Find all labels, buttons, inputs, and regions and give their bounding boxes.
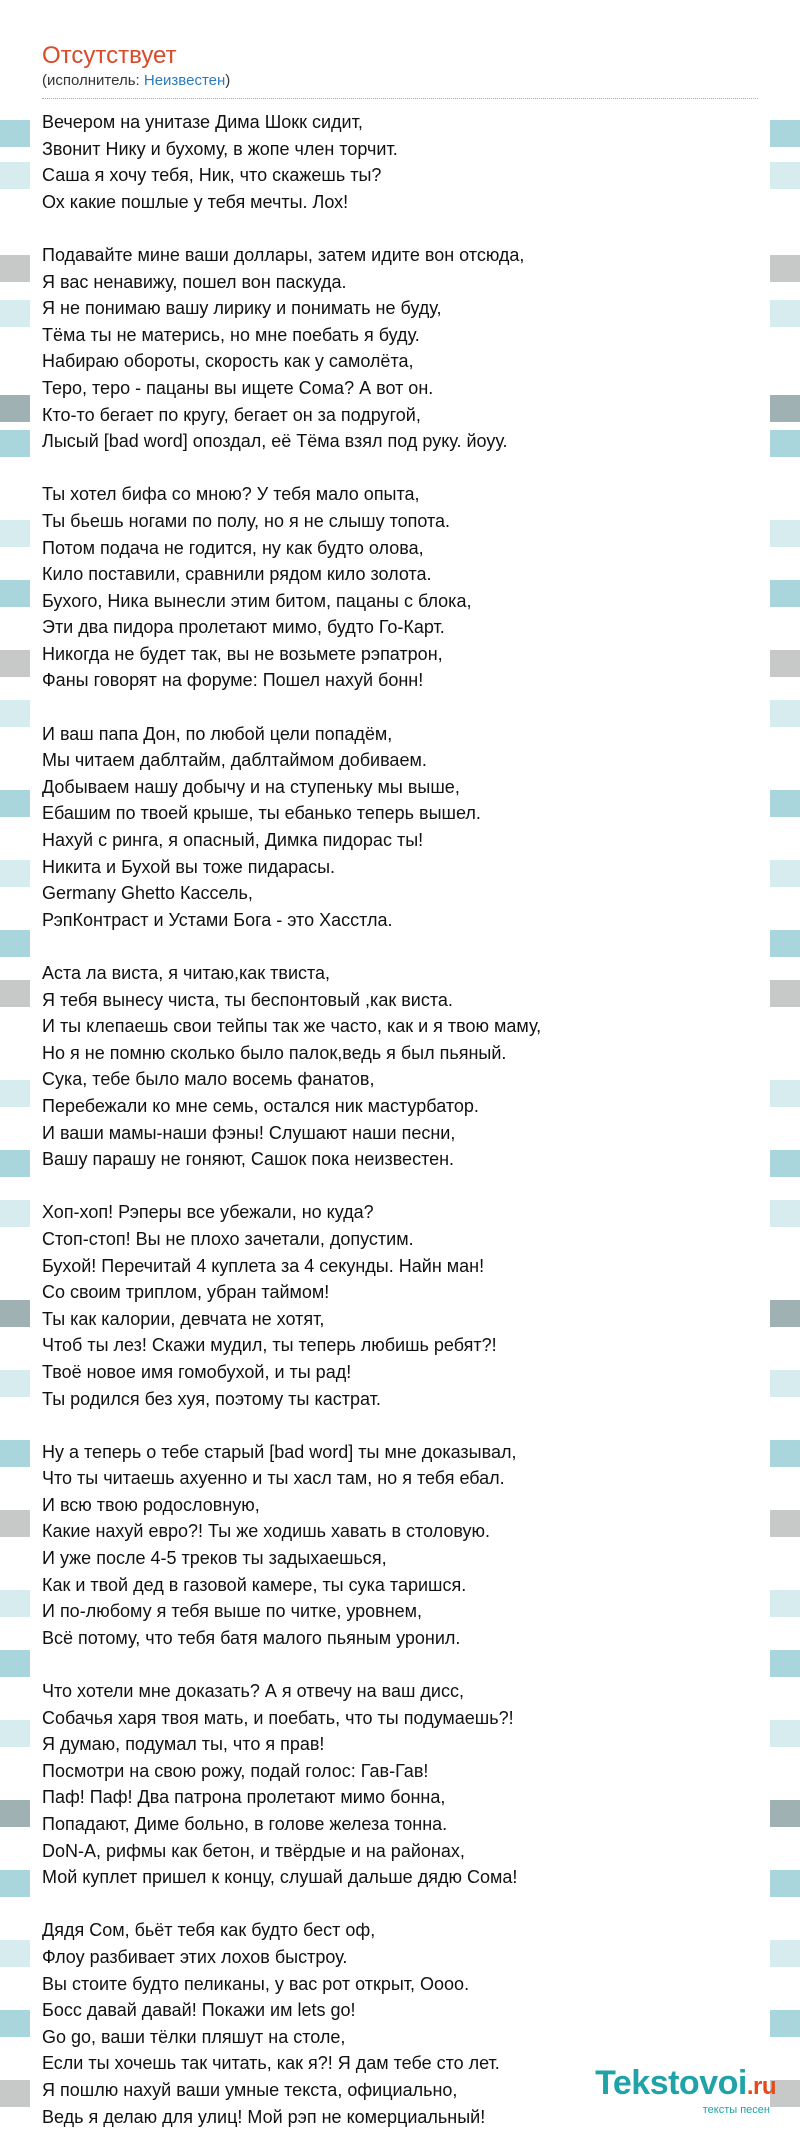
lyrics-line: Ебашим по твоей крыше, ты ебанько теперь вышел. bbox=[42, 803, 481, 824]
lyrics-line: Хоп-хоп! Рэперы все убежали, но куда? bbox=[42, 1202, 374, 1223]
lyrics-line: Посмотри на свою рожу, подай голос: Гав-Гав! bbox=[42, 1760, 429, 1781]
lyrics-line: Паф! Паф! Два патрона пролетают мимо бонна, bbox=[42, 1787, 446, 1808]
lyrics-line: Чтоб ты лез! Скажи мудил, ты теперь любишь ребят?! bbox=[42, 1335, 497, 1356]
lyrics-line: Ведь я делаю для улиц! Мой рэп не комерциальный! bbox=[42, 2106, 486, 2127]
lyrics-line: Набираю обороты, скорость как у самолёта, bbox=[42, 351, 414, 372]
lyrics-line: Звонит Нику и бухому, в жопе член торчит. bbox=[42, 138, 398, 159]
lyrics-line: Флоу разбивает этих лохов быстроу. bbox=[42, 1946, 348, 1967]
lyrics-line: Никита и Бухой вы тоже пидарасы. bbox=[42, 856, 336, 877]
lyrics-line: Что хотели мне доказать? А я отвечу на ваш дисс, bbox=[42, 1681, 464, 1702]
lyrics-line: Я тебя вынесу чиста, ты беспонтовый ,как виста. bbox=[42, 989, 453, 1010]
lyrics-line: Ну а теперь о тебе старый [bad word] ты мне доказывал, bbox=[42, 1441, 517, 1462]
lyrics-line: И ваш папа Дон, по любой цели попадём, bbox=[42, 723, 393, 744]
lyrics-line: Ты как калории, девчата не хотят, bbox=[42, 1308, 325, 1329]
lyrics-line: Какие нахуй евро?! Ты же ходишь хавать в столовую. bbox=[42, 1521, 491, 1542]
lyrics-line: Что ты читаешь ахуенно и ты хасл там, но я тебя ебал. bbox=[42, 1468, 505, 1489]
lyrics-line: Фаны говорят на форуме: Пошел нахуй бонн! bbox=[42, 670, 424, 691]
lyrics-line: Стоп-стоп! Вы не плохо зачетали, допустим. bbox=[42, 1228, 414, 1249]
lyrics-line: Кто-то бегает по кругу, бегает он за подругой, bbox=[42, 404, 421, 425]
lyrics-line: Твоё новое имя гомобухой, и ты рад! bbox=[42, 1361, 352, 1382]
lyrics-line: Если ты хочешь так читать, как я?! Я дам тебе сто лет. bbox=[42, 2053, 500, 2074]
lyrics-line: И ты клепаешь свои тейпы так же часто, как и я твою маму, bbox=[42, 1016, 542, 1037]
lyrics-line: Бухой! Перечитай 4 куплета за 4 секунды. Найн ман! bbox=[42, 1255, 485, 1276]
lyrics-line: Лысый [bad word] опоздал, её Тёма взял под руку. йоуу. bbox=[42, 431, 508, 452]
lyrics-line: Germany Ghetto Кассель, bbox=[42, 883, 253, 904]
artist-line bbox=[42, 72, 758, 90]
lyrics-stanza bbox=[42, 242, 758, 455]
lyrics-card bbox=[30, 32, 770, 2132]
lyrics-line: Мы читаем даблтайм, даблтаймом добиваем. bbox=[42, 750, 427, 771]
lyrics-text bbox=[42, 109, 758, 2130]
lyrics-line: Аста ла виста, я читаю,как твиста, bbox=[42, 963, 331, 983]
logo-wordmark bbox=[595, 2066, 776, 2104]
lyrics-line: Но я не помню сколько было палок,ведь я был пьяный. bbox=[42, 1042, 507, 1063]
lyrics-line: Босс давай давай! Покажи им lets go! bbox=[42, 2000, 356, 2021]
logo-tagline: тексты песен bbox=[702, 2104, 770, 2116]
logo-tld: .ru bbox=[746, 2073, 776, 2100]
lyrics-stanza bbox=[42, 109, 758, 215]
lyrics-line: И ваши мамы-наши фэны! Слушают наши песни, bbox=[42, 1122, 456, 1143]
lyrics-line: Потом подача не годится, ну как будто олова, bbox=[42, 537, 424, 558]
lyrics-line: Вашу парашу не гоняют, Сашок пока неизвестен. bbox=[42, 1149, 455, 1170]
lyrics-line: Сука, тебе было мало восемь фанатов, bbox=[42, 1069, 375, 1090]
lyrics-line: РэпКонтраст и Устами Бога - это Хасстла. bbox=[42, 909, 393, 930]
lyrics-line: И уже после 4-5 треков ты задыхаешься, bbox=[42, 1548, 387, 1569]
lyrics-line: Дядя Сом, бьёт тебя как будто бест оф, bbox=[42, 1920, 376, 1941]
lyrics-line: Ты родился без хуя, поэтому ты кастрат. bbox=[42, 1388, 381, 1409]
lyrics-line: И всю твою родословную, bbox=[42, 1494, 260, 1515]
lyrics-line: Go go, ваши тёлки пляшут на столе, bbox=[42, 2026, 346, 2047]
lyrics-line: Эти два пидора пролетают мимо, будто Го-Карт. bbox=[42, 617, 445, 638]
lyrics-stanza bbox=[42, 1199, 758, 1412]
title-divider bbox=[42, 98, 758, 99]
lyrics-line: Я вас ненавижу, пошел вон паскуда. bbox=[42, 271, 347, 292]
lyrics-line: Вы стоите будто пеликаны, у вас рот открыт, Оооо. bbox=[42, 1973, 470, 1994]
lyrics-line: Собачья харя твоя мать, и поебать, что ты подумаешь?! bbox=[42, 1707, 514, 1728]
logo-name: Tekstovoi bbox=[595, 2064, 747, 2102]
lyrics-line: Вечером на унитазе Дима Шокк сидит, bbox=[42, 112, 363, 132]
lyrics-line: Попадают, Диме больно, в голове железа тонна. bbox=[42, 1814, 448, 1834]
lyrics-line: Добываем нашу добычу и на ступеньку мы выше, bbox=[42, 776, 460, 797]
lyrics-line: Подавайте мине ваши доллары, затем идите вон отсюда, bbox=[42, 244, 525, 265]
lyrics-line: Со своим триплом, убран таймом! bbox=[42, 1282, 330, 1303]
lyrics-line: Кило поставили, сравнили рядом кило золота. bbox=[42, 564, 432, 585]
artist-link[interactable]: Неизвестен bbox=[143, 72, 226, 89]
lyrics-stanza bbox=[42, 1678, 758, 1891]
lyrics-line: Всё потому, что тебя батя малого пьяным уронил. bbox=[42, 1627, 461, 1648]
lyrics-line: Бухого, Ника вынесли этим битом, пацаны с блока, bbox=[42, 590, 472, 611]
lyrics-line: Я думаю, подумал ты, что я прав! bbox=[42, 1734, 325, 1755]
lyrics-line: Перебежали ко мне семь, остался ник мастурбатор. bbox=[42, 1095, 479, 1116]
lyrics-line: Как и твой дед в газовой камере, ты сука таришся. bbox=[42, 1574, 467, 1595]
lyrics-line: Я не понимаю вашу лирику и понимать не буду, bbox=[42, 298, 442, 319]
lyrics-line: Я пошлю нахуй ваши умные текста, официально, bbox=[42, 2079, 458, 2100]
lyrics-line: DoN-A, рифмы как бетон, и твёрдые и на районах, bbox=[42, 1840, 465, 1861]
site-logo[interactable] bbox=[595, 2066, 776, 2116]
lyrics-line: Тёма ты не матерись, но мне поебать я буду. bbox=[42, 324, 420, 345]
lyrics-line: Ты бьешь ногами по полу, но я не слышу топота. bbox=[42, 510, 451, 531]
lyrics-line: И по-любому я тебя выше по читке, уровнем, bbox=[42, 1601, 423, 1622]
lyrics-stanza bbox=[42, 721, 758, 934]
lyrics-stanza bbox=[42, 1439, 758, 1652]
lyrics-line: Нахуй с ринга, я опасный, Димка пидорас ты! bbox=[42, 830, 424, 851]
lyrics-line: Никогда не будет так, вы не возьмете рэпатрон, bbox=[42, 643, 443, 664]
lyrics-line: Ты хотел бифа со мною? У тебя мало опыта, bbox=[42, 484, 420, 505]
lyrics-line: Ох какие пошлые у тебя мечты. Лох! bbox=[42, 191, 349, 212]
song-title: Отсутствует bbox=[42, 42, 177, 69]
lyrics-line: Саша я хочу тебя, Ник, что скажешь ты? bbox=[42, 165, 382, 186]
lyrics-stanza bbox=[42, 960, 758, 1173]
artist-suffix: ) bbox=[225, 72, 231, 89]
lyrics-line: Мой куплет пришел к концу, слушай дальше дядю Сома! bbox=[42, 1867, 518, 1888]
lyrics-stanza bbox=[42, 481, 758, 694]
artist-prefix: (исполнитель: bbox=[42, 72, 144, 89]
lyrics-line: Теро, теро - пацаны вы ищете Сома? А вот он. bbox=[42, 377, 434, 398]
